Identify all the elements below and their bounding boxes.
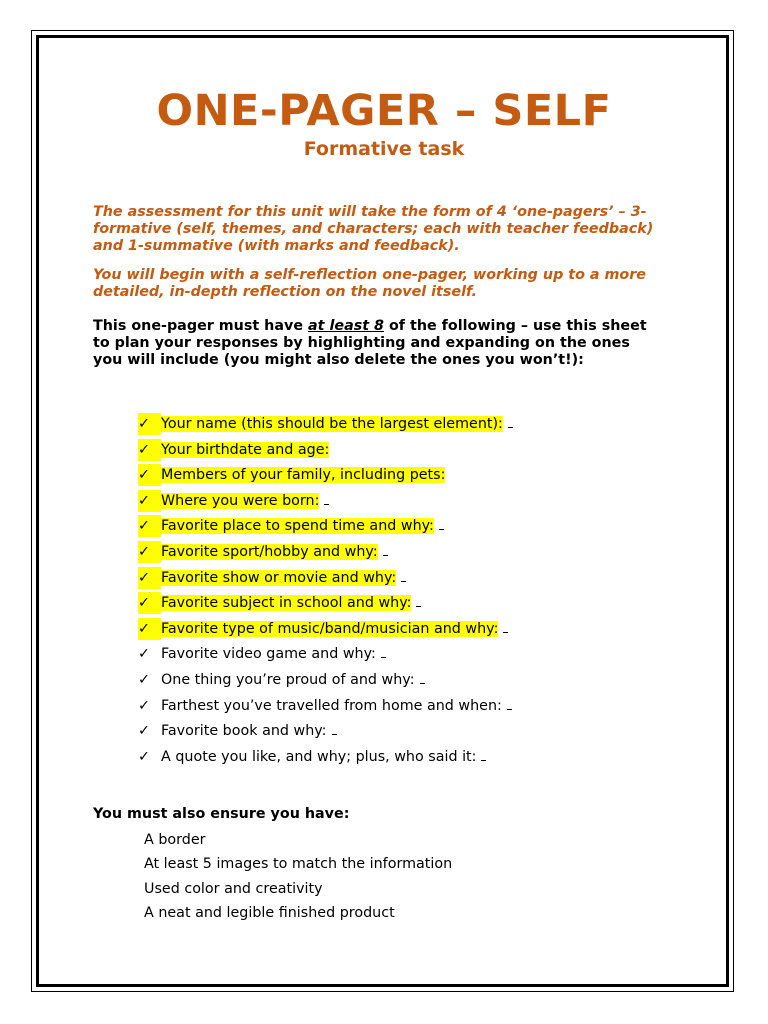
answer-blank — [381, 645, 386, 658]
answer-blank — [481, 748, 486, 761]
checklist-item — [138, 439, 513, 465]
checklist-item — [138, 720, 513, 746]
checklist-item-label: Where you were born: — [161, 492, 320, 509]
checkmark-icon: ✓ — [138, 515, 161, 537]
checkmark-icon: ✓ — [138, 490, 161, 512]
checkmark-icon: ✓ — [138, 723, 150, 740]
checklist-item — [138, 618, 513, 644]
answer-blank — [383, 543, 388, 556]
checklist-item-label: One thing you’re proud of and why: — [161, 671, 415, 688]
answer-blank — [508, 415, 513, 428]
checklist-item — [138, 567, 513, 593]
checkmark-icon: ✓ — [138, 541, 161, 563]
checklist-item — [138, 643, 513, 669]
answer-blank — [324, 492, 329, 505]
checklist-item — [138, 490, 513, 516]
checkmark-icon: ✓ — [138, 567, 161, 589]
checkmark-icon: ✓ — [138, 413, 161, 435]
must-item: Used color and creativity — [144, 880, 323, 897]
checklist-item-label: Members of your family, including pets: — [161, 467, 446, 484]
checkmark-icon: ✓ — [138, 439, 161, 461]
page-subtitle: Formative task — [303, 138, 465, 160]
checklist-item-label: A quote you like, and why; plus, who said it: — [161, 748, 477, 765]
must-list — [144, 830, 452, 927]
must-heading: You must also ensure you have: — [93, 806, 350, 822]
requirement-text-before: This one-pager must have — [93, 318, 309, 334]
checklist-item — [138, 464, 513, 490]
answer-blank — [416, 594, 421, 607]
checklist-item — [138, 669, 513, 695]
checklist-item-label: Favorite video game and why: — [161, 646, 376, 663]
checkmark-icon: ✓ — [138, 671, 150, 688]
intro-paragraph-assessment: The assessment for this unit will take the form of 4 ‘one-pagers’ – 3-formative (self, themes, and characters; each with teacher feedback) and 1-summative (with marks and feedback). — [93, 204, 654, 254]
answer-blank — [503, 620, 508, 633]
answer-blank — [507, 697, 512, 710]
checklist — [138, 413, 513, 771]
must-item: A border — [144, 832, 206, 848]
checkmark-icon: ✓ — [138, 464, 161, 486]
checklist-item — [138, 695, 513, 721]
checklist-item-label: Farthest you’ve travelled from home and when: — [161, 697, 502, 714]
requirement-text-after: of the following – use this sheet to plan your responses by highlighting and expanding on the ones you will include (you might also delete the ones you won’t!): — [93, 318, 647, 368]
checklist-item-label: Favorite book and why: — [161, 723, 327, 740]
checklist-item — [138, 541, 513, 567]
answer-blank — [420, 671, 425, 684]
checklist-item-label: Favorite show or movie and why: — [161, 569, 397, 586]
requirement-paragraph — [93, 318, 663, 369]
checklist-item — [138, 515, 513, 541]
checklist-item-label: Favorite sport/hobby and why: — [161, 543, 378, 560]
checklist-item — [138, 746, 513, 772]
checklist-item-label: Favorite subject in school and why: — [161, 595, 412, 612]
checkmark-icon: ✓ — [138, 618, 161, 640]
checklist-item — [138, 592, 513, 618]
must-item: A neat and legible finished product — [144, 904, 395, 921]
page-title: ONE-PAGER – SELF — [156, 86, 612, 136]
checkmark-icon: ✓ — [138, 592, 161, 614]
checklist-item-label: Favorite place to spend time and why: — [161, 518, 434, 535]
checkmark-icon: ✓ — [138, 697, 150, 714]
checkmark-icon: ✓ — [138, 748, 150, 765]
answer-blank — [332, 722, 337, 735]
checklist-item-label: Your birthdate and age: — [161, 441, 330, 458]
answer-blank — [401, 569, 406, 582]
answer-blank — [439, 517, 444, 530]
checklist-item-label: Favorite type of music/band/musician and why: — [161, 620, 499, 637]
must-item: At least 5 images to match the information — [144, 856, 453, 873]
intro-paragraph-self-reflection: You will begin with a self-reflection one-pager, working up to a more detailed, in-depth reflection on the novel itself. — [93, 267, 647, 300]
checklist-item-label: Your name (this should be the largest element): — [161, 416, 503, 432]
checklist-item — [138, 413, 513, 439]
requirement-emphasis: at least 8 — [308, 318, 384, 334]
checkmark-icon: ✓ — [138, 646, 150, 663]
